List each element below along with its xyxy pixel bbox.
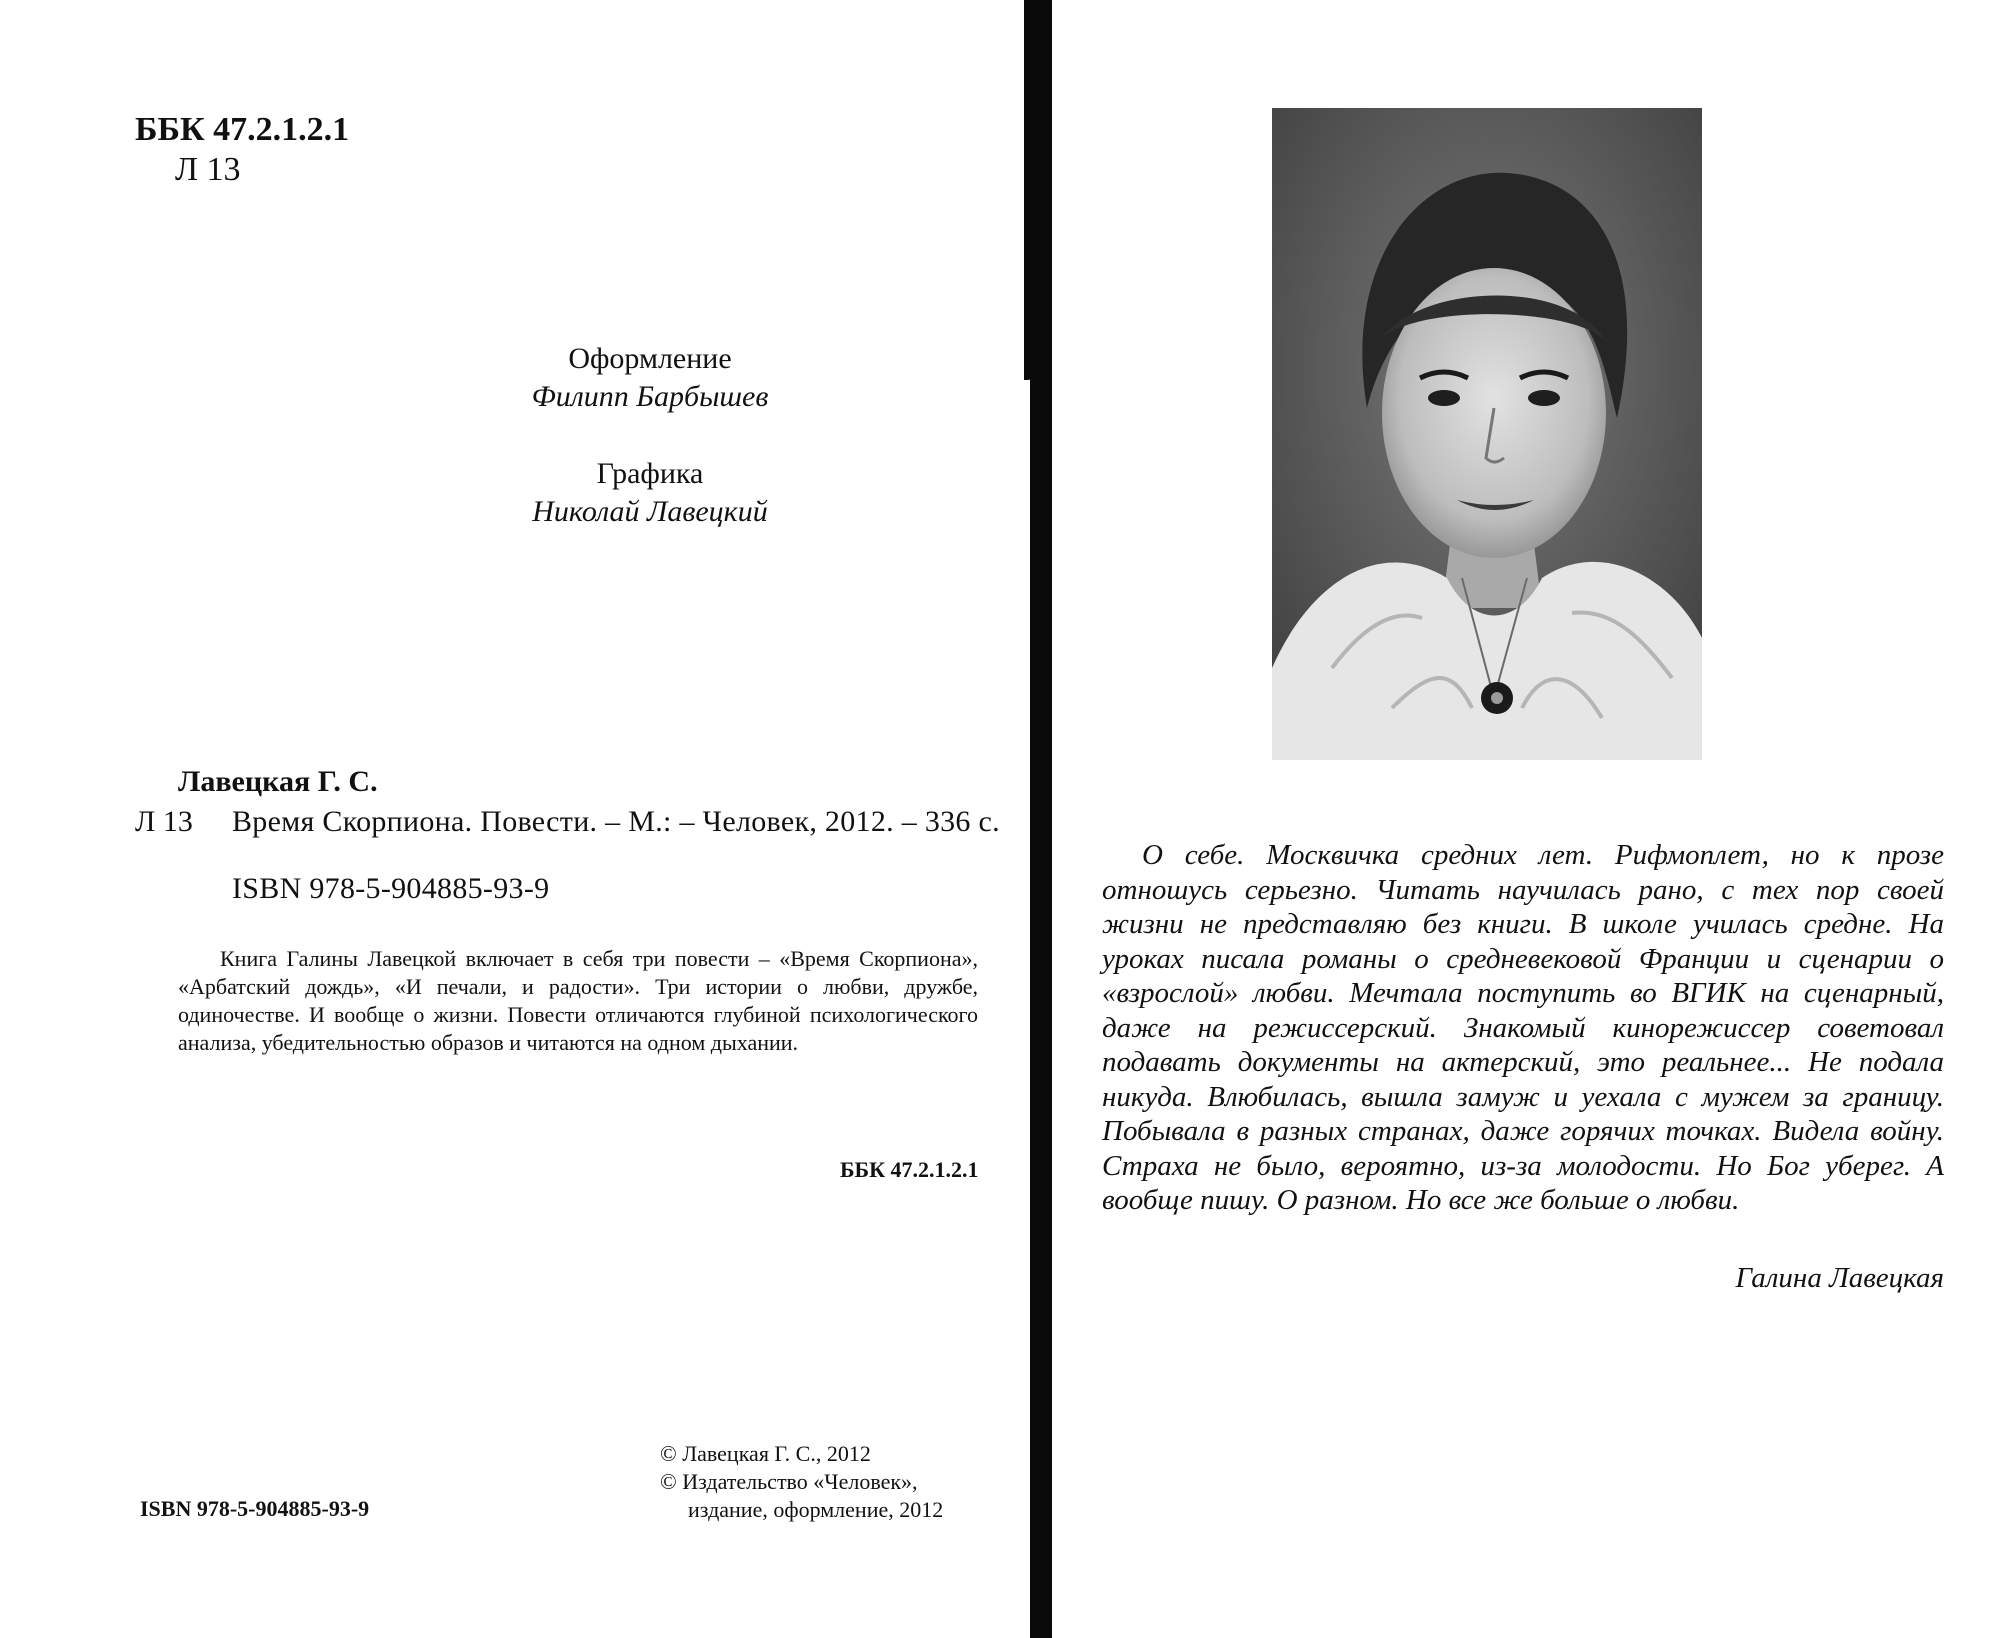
author-about-text: О себе. Москвичка средних лет. Рифмоплет, но к прозе отношусь серьезно. Читать научилась рано, с тех пор своей жизни не представляю без книги. В школе училась средне. На уроках писала романы о средневековой Франции и сценарии о «взрослой» любви. Мечтала поступить во ВГИК на сценарный, даже на режиссерский. Знакомый кинорежиссер советовал подавать документы на актерский, это реальнее... Не подала никуда. Влюбилась, вышла замуж и уехала с мужем за границу. Побывала в разных странах, даже горячих точках. Видела войну. Страха не было, вероятно, из-за молодости. Но Бог уберег. А вообще пишу. О разном. Но все же больше о любви. [1102, 839, 1944, 1216]
credit-name: Филипп Барбышев [531, 380, 769, 413]
author-signature: Галина Лавецкая [1735, 1262, 1944, 1294]
bbk-bottom: ББК 47.2.1.2.1 [840, 1157, 979, 1182]
author-portrait-photo [1272, 108, 1702, 760]
copyright-line: издание, оформление, 2012 [688, 1497, 944, 1522]
credit-design [370, 340, 930, 416]
credit-role: Оформление [568, 342, 732, 375]
credit-graphics [370, 455, 930, 531]
catalog-mark: Л 13 [135, 805, 193, 838]
credit-role: Графика [596, 457, 704, 490]
author-mark: Л 13 [175, 151, 241, 188]
copyright-line: © Издательство «Человек», [660, 1469, 918, 1494]
catalog-description: Время Скорпиона. Повести. – М.: – Человек, 2012. – 336 с. [232, 805, 1000, 838]
book-gutter [1030, 0, 1052, 1638]
catalog-author: Лавецкая Г. С. [178, 765, 378, 798]
portrait-image [1272, 108, 1702, 760]
right-page [1052, 0, 2000, 1638]
catalog-isbn: ISBN 978-5-904885-93-9 [232, 872, 550, 905]
copyright-line: © Лавецкая Г. С., 2012 [660, 1441, 871, 1466]
copyright-block [660, 1440, 943, 1524]
isbn-bottom: ISBN 978-5-904885-93-9 [140, 1496, 370, 1521]
book-annotation: Книга Галины Лавецкой включает в себя три повести – «Время Скорпиона», «Арбатский дождь», «И печали, и радости». Три истории о любви, дружбе, одиночестве. И вообще о жизни. Повести отличаются глубиной психологического анализа, убедительностью образов и читаются на одном дыхании. [178, 946, 978, 1055]
bbk-code: ББК 47.2.1.2.1 [135, 111, 350, 148]
credit-name: Николай Лавецкий [532, 495, 768, 528]
